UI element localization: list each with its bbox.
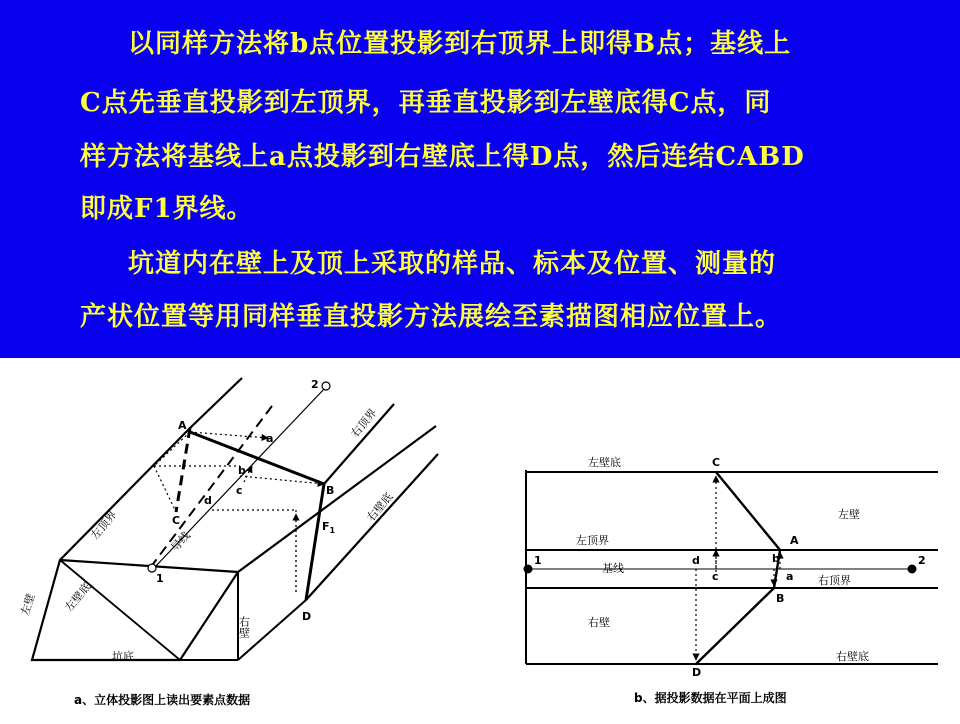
label-a: a [266, 432, 274, 445]
label-right-top-boundary-right: 右顶界 [818, 574, 851, 587]
label-c: c [236, 484, 243, 497]
label-D: D [302, 610, 312, 623]
label-2: 2 [311, 378, 319, 391]
label-A-right: A [790, 534, 799, 547]
plan-dotted-lines [696, 476, 780, 660]
label-b-right: b [772, 552, 780, 565]
label-right-wall: 右壁 [237, 616, 251, 638]
label-left-wall: 左壁 [18, 591, 38, 617]
label-a-right: a [786, 570, 794, 583]
label-C-right: C [712, 456, 721, 469]
label-C: C [172, 514, 181, 527]
point-1-dot [524, 565, 532, 573]
label-1-right: 1 [534, 554, 542, 567]
label-A: A [178, 419, 187, 432]
label-D-right: D [692, 666, 702, 679]
label-1: 1 [156, 572, 164, 585]
label-d-right: d [692, 554, 700, 567]
label-pit-bottom: 坑底 [112, 650, 134, 663]
caption-left: a、立体投影图上读出要素点数据 [74, 693, 251, 707]
label-right-wall-bottom: 右壁底 [364, 490, 396, 524]
paragraph-1-line-2: C点先垂直投影到左顶界，再垂直投影到左壁底得C点，同 [80, 88, 772, 118]
paragraph-1-line-4: 即成F1界线。 [80, 194, 254, 224]
label-c-right: c [712, 570, 719, 583]
plan-boundary [696, 472, 780, 664]
text-panel [0, 0, 960, 358]
label-right-top-boundary: 右顶界 [348, 406, 380, 440]
label-d: d [204, 494, 212, 507]
boundary-F1 [190, 432, 324, 600]
figure-area [0, 358, 960, 720]
right-diagram-labels [534, 455, 926, 705]
label-left-wall-bottom: 左壁底 [62, 580, 94, 614]
label-B-right: B [776, 592, 785, 605]
caption-right: b、据投影数据在平面上成图 [634, 691, 787, 705]
label-F1: $F_1$ [322, 520, 336, 535]
label-base-line: 基线 [602, 562, 624, 575]
label-left-top-boundary: 左顶界 [88, 508, 120, 542]
label-left-top-boundary-right: 左顶界 [576, 534, 609, 547]
label-right-wall-right: 右壁 [588, 616, 610, 629]
paragraph-2-line-2: 产状位置等用同样垂直投影方法展绘至素描图相应位置上。 [80, 302, 783, 332]
left-diagram-labels [18, 378, 395, 707]
point-1-circle [148, 564, 156, 572]
paragraph-1-line-3: 样方法将基线上a点投影到右壁底上得D点，然后连结CABD [80, 142, 805, 172]
label-guide-line: 导线 [168, 528, 193, 555]
label-b: b [238, 464, 246, 477]
right-plan-diagram [524, 470, 938, 664]
label-right-wall-bottom-right: 右壁底 [836, 650, 869, 663]
guide-dashed-line [150, 406, 272, 568]
label-left-wall-bottom-right: 左壁底 [588, 456, 621, 469]
point-2-circle [322, 382, 330, 390]
label-left-wall-right: 左壁 [838, 508, 860, 521]
paragraph-1-line-1: 以同样方法将b点位置投影到右顶界上即得B点；基线上 [128, 29, 792, 59]
point-2-dot [908, 565, 916, 573]
label-B: B [326, 484, 335, 497]
diagram-svg [0, 358, 960, 720]
right-top-boundary-line [324, 404, 394, 484]
paragraph-2-line-1: 坑道内在壁上及顶上采取的样品、标本及位置、测量的 [128, 249, 777, 279]
label-2-right: 2 [918, 554, 926, 567]
